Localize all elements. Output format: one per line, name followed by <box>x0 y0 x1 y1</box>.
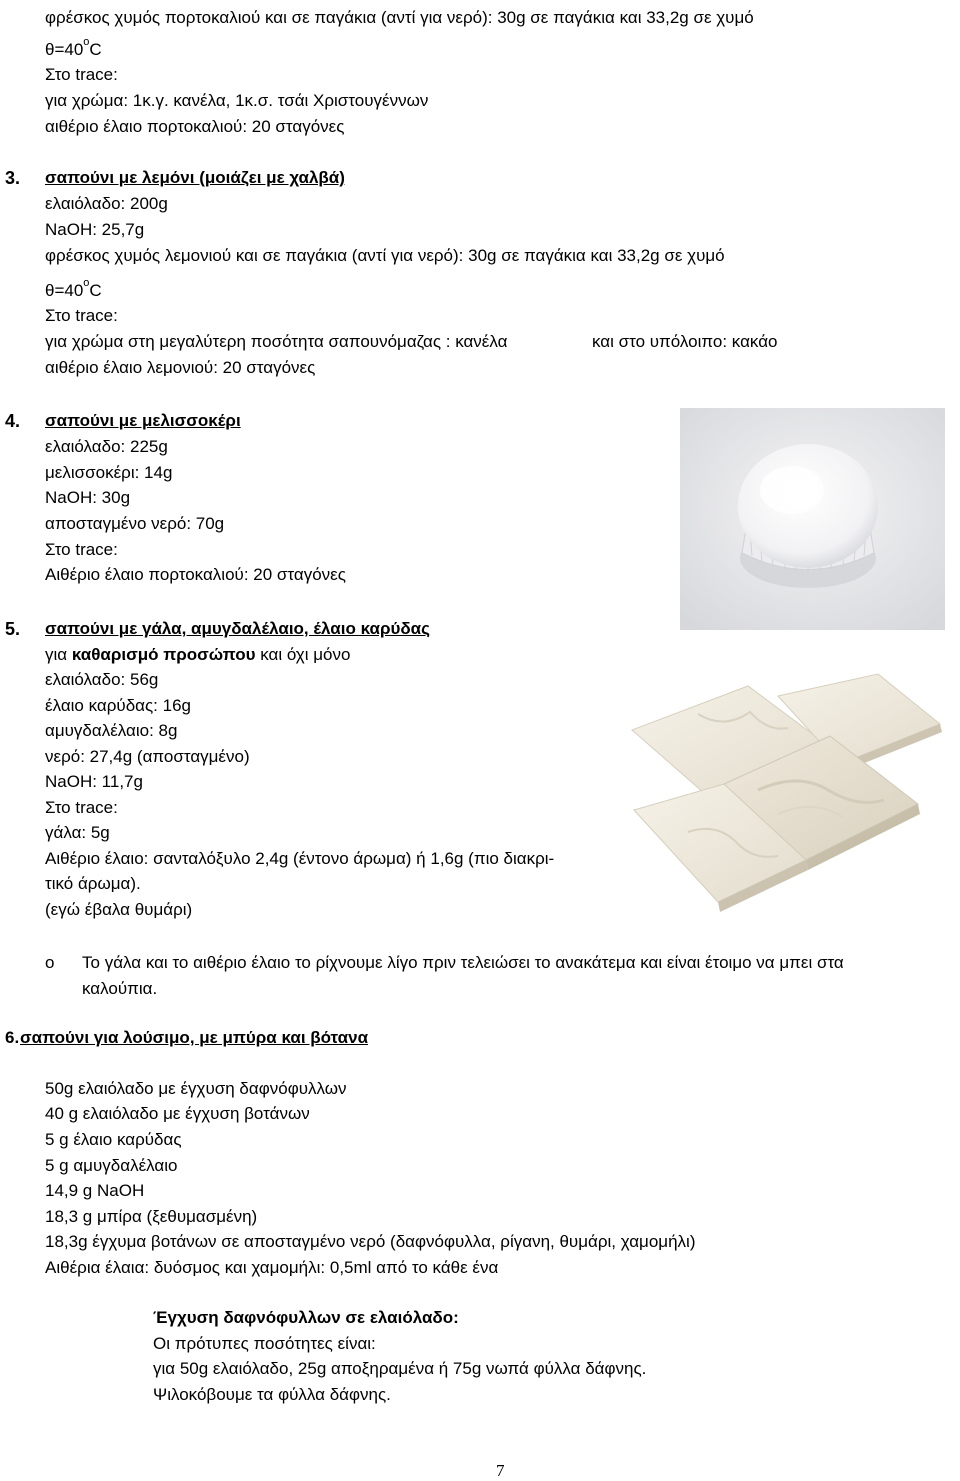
s2-color: για χρώμα: 1κ.γ. κανέλα, 1κ.σ. τσάι Χριστουγέννων <box>45 91 429 110</box>
milk-soap-photo <box>628 672 946 934</box>
s4-title: σαπούνι με μελισσοκέρι <box>45 411 241 430</box>
s4-line: μελισσοκέρι: 14g <box>45 463 173 482</box>
s3-line: NaOH: 25,7g <box>45 220 145 239</box>
s4-number: 4. <box>5 411 21 431</box>
s6-line: Αιθέρια έλαια: δυόσμος και χαμομήλι: 0,5ml από το κάθε ένα <box>45 1258 499 1277</box>
s5-line: αμυγδαλέλαιο: 8g <box>45 721 178 740</box>
s6-sub-line: για 50g ελαιόλαδο, 25g αποξηραμένα ή 75g νωπά φύλλα δάφνης. <box>153 1359 647 1378</box>
s6-subtitle: Έγχυση δαφνόφυλλων σε ελαιόλαδο: <box>153 1308 459 1327</box>
s2-trace: Στο trace: <box>45 65 118 84</box>
s6-title: σαπούνι για λούσιμο, με μπύρα και βότανα <box>20 1028 369 1047</box>
s3-temperature: $\theta=40^oC$ <box>45 277 102 300</box>
s3-line: φρέσκος χυμός λεμονιού και σε παγάκια (αντί για νερό): 30g σε παγάκια και 33,2g σε χυμό <box>45 246 725 265</box>
s5-purpose: για καθαρισμό προσώπου και όχι μόνο <box>45 645 351 664</box>
s5-line: ελαιόλαδο: 56g <box>45 670 159 689</box>
note-line: καλούπια. <box>82 979 158 998</box>
s5-line: Στο trace: <box>45 798 118 817</box>
s6-line: 14,9 g NaOH <box>45 1181 145 1200</box>
s6-line: 18,3g έγχυμα βοτάνων σε αποσταγμένο νερό (δαφνόφυλλα, ρίγανη, θυμάρι, χαμομήλι) <box>45 1232 696 1251</box>
s5-title: σαπούνι με γάλα, αμυγδαλέλαιο, έλαιο καρύδας <box>45 619 430 638</box>
s2-temperature: $\theta=40^oC$ <box>45 36 102 59</box>
bullet-marker: o <box>45 953 55 972</box>
page-number: 7 <box>496 1461 505 1480</box>
s6-sub-line: Οι πρότυπες ποσότητες είναι: <box>153 1334 376 1353</box>
s5-line: Αιθέριο έλαιο: σανταλόξυλο 2,4g (έντονο άρωμα) ή 1,6g (πιο διακρι- <box>45 849 555 868</box>
s4-line: Αιθέριο έλαιο πορτοκαλιού: 20 σταγόνες <box>45 565 346 584</box>
note-line: Το γάλα και το αιθέριο έλαιο το ρίχνουμε λίγο πριν τελειώσει το ανακάτεμα και είναι έτοιμο να μπει στα <box>82 953 844 972</box>
s4-line: ελαιόλαδο: 225g <box>45 437 168 456</box>
s5-line: νερό: 27,4g (αποσταγμένο) <box>45 747 250 766</box>
s6-line: 5 g αμυγδαλέλαιο <box>45 1156 178 1175</box>
s3-title: σαπούνι με λεμόνι (μοιάζει με χαλβά) <box>45 168 345 187</box>
s6-number: 6. <box>5 1028 20 1047</box>
s5-line: NaOH: 11,7g <box>45 772 143 791</box>
s5-line: τικό άρωμα). <box>45 874 141 893</box>
s3-oil: αιθέριο έλαιο λεμονιού: 20 σταγόνες <box>45 358 316 377</box>
s3-trace: Στο trace: <box>45 306 118 325</box>
s3-line: ελαιόλαδο: 200g <box>45 194 168 213</box>
s5-line: (εγώ έβαλα θυμάρι) <box>45 900 193 919</box>
s3-color-left: για χρώμα στη μεγαλύτερη ποσότητα σαπουνόμαζας : κανέλα <box>45 332 508 351</box>
s3-color-right: και στο υπόλοιπο: κακάο <box>592 332 778 351</box>
beeswax-soap-photo <box>680 408 945 630</box>
s5-line: έλαιο καρύδας: 16g <box>45 696 191 715</box>
s2-oil: αιθέριο έλαιο πορτοκαλιού: 20 σταγόνες <box>45 117 345 136</box>
s5-line: γάλα: 5g <box>45 823 110 842</box>
s4-line: NaOH: 30g <box>45 488 131 507</box>
s6-line: 50g ελαιόλαδο με έγχυση δαφνόφυλλων <box>45 1079 347 1098</box>
s4-line: Στο trace: <box>45 540 118 559</box>
s6-line: 5 g έλαιο καρύδας <box>45 1130 182 1149</box>
s2-juice-line: φρέσκος χυμός πορτοκαλιού και σε παγάκια (αντί για νερό): 30g σε παγάκια και 33,2g σε χυμό <box>45 8 754 27</box>
s6-line: 18,3 g μπίρα (ξεθυμασμένη) <box>45 1207 258 1226</box>
s6-sub-line: Ψιλοκόβουμε τα φύλλα δάφνης. <box>153 1385 391 1404</box>
s4-line: αποσταγμένο νερό: 70g <box>45 514 225 533</box>
s6-line: 40 g ελαιόλαδο με έγχυση βοτάνων <box>45 1104 310 1123</box>
s3-number: 3. <box>5 168 21 188</box>
s5-number: 5. <box>5 619 21 639</box>
